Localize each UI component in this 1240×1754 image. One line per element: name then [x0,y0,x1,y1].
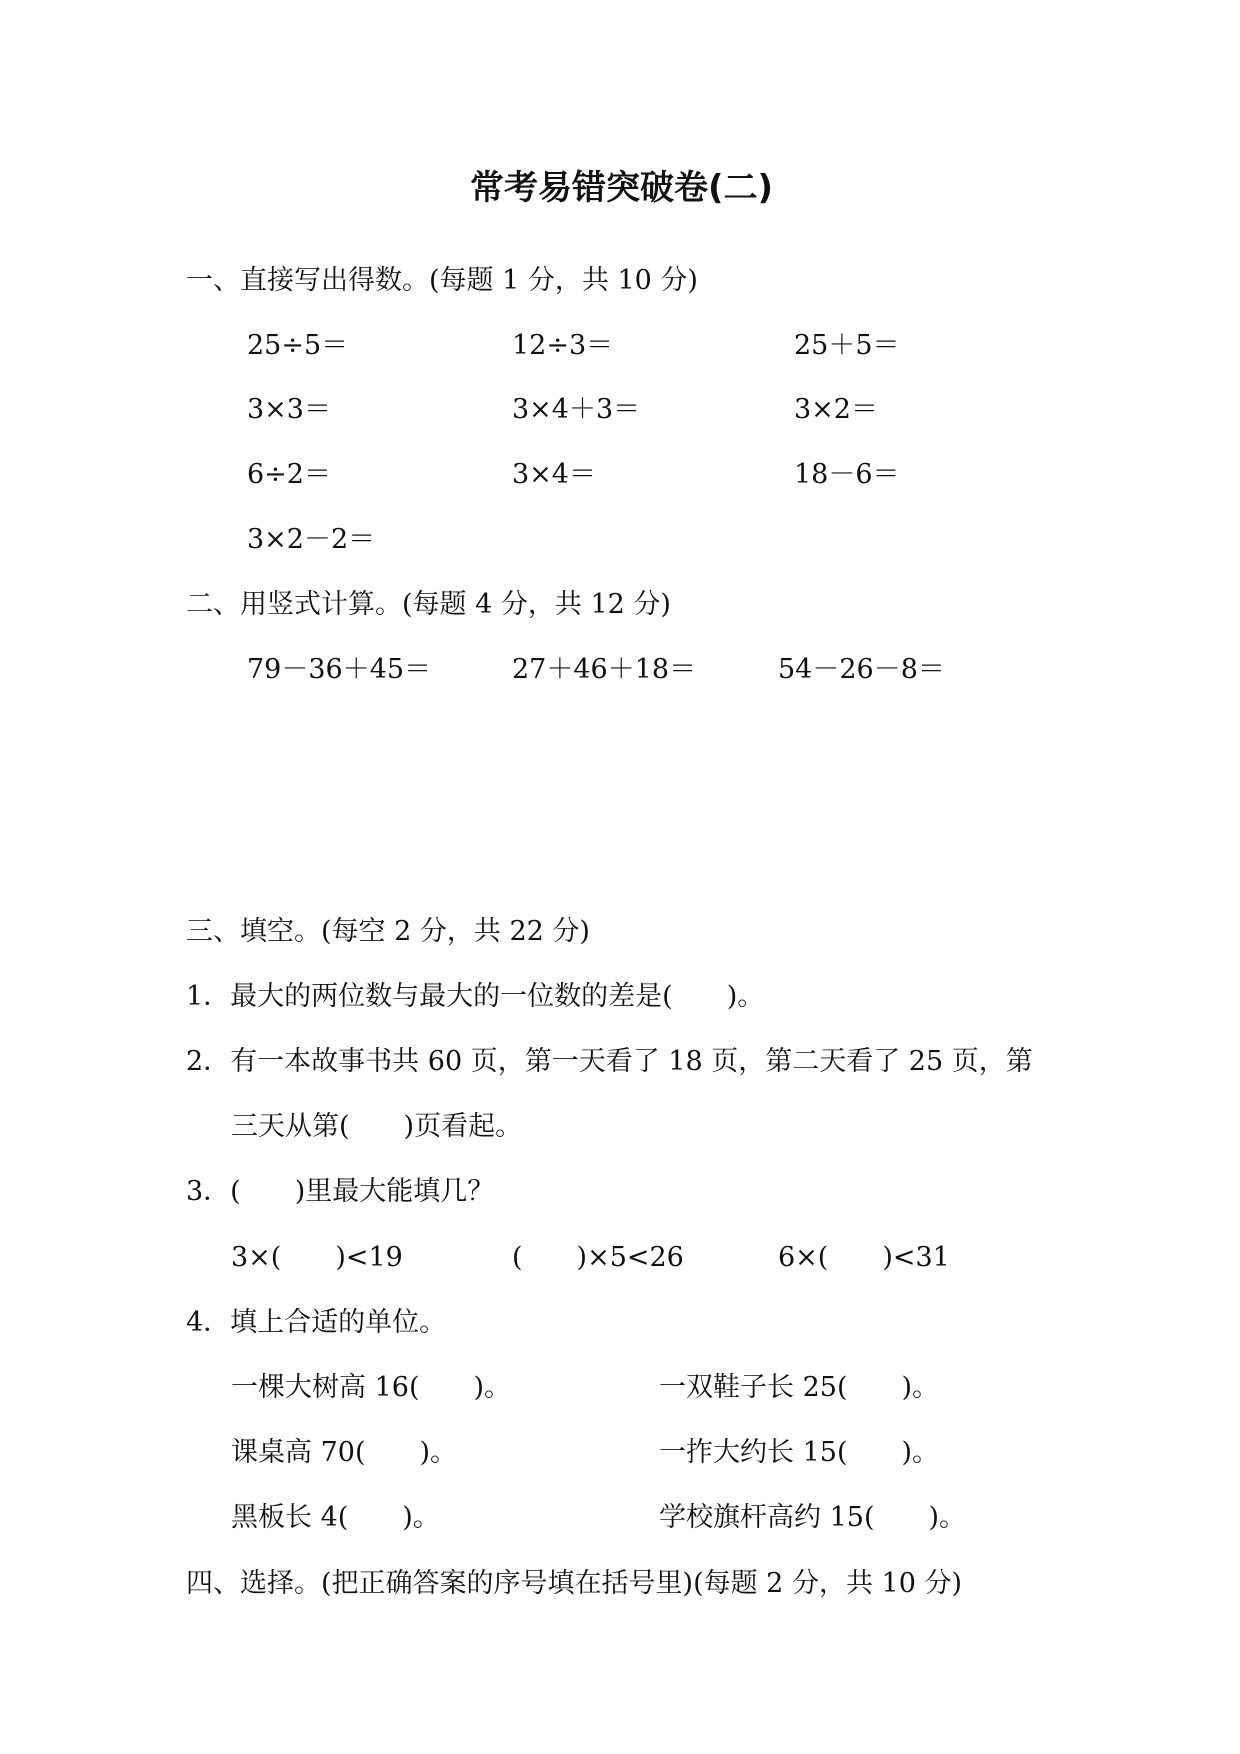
s3-question-1: 1．最大的两位数与最大的一位数的差是( )。 [186,981,765,1012]
s1-problem: 18－6＝ [794,459,900,490]
s1-problem: 6÷2＝ [247,459,331,490]
s3-question-2-line1: 2．有一本故事书共 60 页，第一天看了 18 页，第二天看了 25 页，第 [186,1046,1033,1077]
s1-problem: 3×2－2＝ [247,524,376,555]
s3-q4-item: 一拃大约长 15( )。 [659,1437,940,1468]
section1-heading: 一、直接写出得数。(每题 1 分，共 10 分) [186,265,698,296]
s1-problem: 3×3＝ [247,394,331,425]
s3-q4-item: 课桌高 70( )。 [231,1437,458,1468]
s3-q4-item: 一双鞋子长 25( )。 [659,1372,940,1403]
s1-problem: 12÷3＝ [512,330,614,361]
section4-heading: 四、选择。(把正确答案的序号填在括号里)(每题 2 分，共 10 分) [186,1568,962,1599]
s1-problem: 3×4＋3＝ [512,394,641,425]
s2-problem: 27＋46＋18＝ [512,654,697,685]
s2-problem: 79－36＋45＝ [247,654,432,685]
s3-q4-item: 一棵大树高 16( )。 [231,1372,512,1403]
s3-q3-item: 6×( )<31 [778,1242,950,1273]
s3-question-2-line2: 三天从第( )页看起。 [231,1111,523,1142]
s3-question-4: 4．填上合适的单位。 [186,1307,447,1338]
s3-q3-item: ( )×5<26 [512,1242,684,1273]
s1-problem: 3×2＝ [794,394,878,425]
section3-heading: 三、填空。(每空 2 分，共 22 分) [186,916,590,947]
s3-question-3: 3．( )里最大能填几？ [186,1176,495,1207]
s3-q3-item: 3×( )<19 [231,1242,403,1273]
page-title: 常考易错突破卷(二) [470,168,774,208]
section2-heading: 二、用竖式计算。(每题 4 分，共 12 分) [186,589,671,620]
s1-problem: 25＋5＝ [794,330,900,361]
s3-q4-item: 黑板长 4( )。 [231,1502,440,1533]
s2-problem: 54－26－8＝ [778,654,945,685]
s3-q4-item: 学校旗杆高约 15( )。 [659,1502,967,1533]
s1-problem: 25÷5＝ [247,330,349,361]
s1-problem: 3×4＝ [512,459,596,490]
